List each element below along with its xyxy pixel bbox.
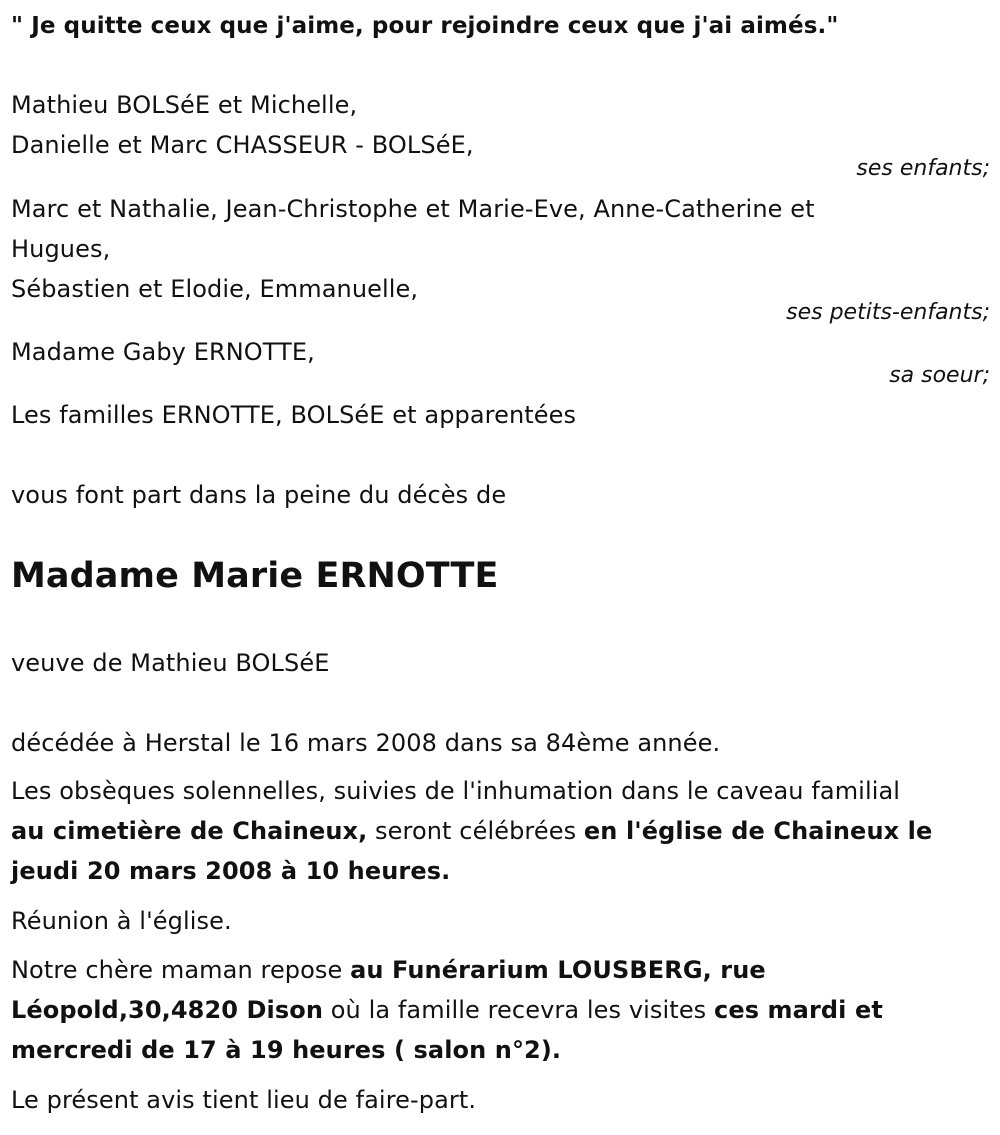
children-line-1: Mathieu BOLSéE et Michelle, (11, 91, 358, 119)
meeting-line: Réunion à l'église. (11, 907, 232, 935)
sister-role: sa soeur; (889, 363, 990, 388)
visitation-line-1 (11, 950, 766, 990)
visitation-line-3 (11, 1030, 561, 1070)
funerarium-address: Léopold,30,4820 Dison (11, 996, 324, 1024)
grandchildren-line-2: Hugues, (11, 235, 111, 263)
funerarium-text: au Funérarium LOUSBERG, rue (350, 956, 766, 984)
funeral-datetime: jeudi 20 mars 2008 à 10 heures. (11, 857, 451, 885)
grandchildren-role: ses petits-enfants; (786, 300, 990, 325)
visitation-connector-text: où la famille recevra les visites (323, 996, 715, 1024)
visitation-line-2 (11, 990, 883, 1030)
deceased-name: Madame Marie ERNOTTE (11, 556, 499, 596)
closing-line: Le présent avis tient lieu de faire-part. (11, 1086, 477, 1114)
widow-of-line: veuve de Mathieu BOLSéE (11, 649, 330, 677)
children-line-2: Danielle et Marc CHASSEUR - BOLSéE, (11, 131, 474, 159)
death-line: décédée à Herstal le 16 mars 2008 dans sa 84ème année. (11, 729, 721, 757)
funeral-line-3 (11, 851, 450, 891)
grandchildren-line-1: Marc et Nathalie, Jean-Christophe et Marie-Eve, Anne-Catherine et (11, 195, 815, 223)
children-role: ses enfants; (856, 156, 990, 181)
funeral-line-1: Les obsèques solennelles, suivies de l'inhumation dans le caveau familial (11, 777, 901, 805)
visitation-hours: mercredi de 17 à 19 heures ( salon n°2). (11, 1036, 562, 1064)
church-text: en l'église de Chaineux le (583, 817, 933, 845)
sister-line: Madame Gaby ERNOTTE, (11, 338, 315, 366)
cemetery-text: au cimetière de Chaineux, (11, 817, 368, 845)
families-line: Les familles ERNOTTE, BOLSéE et apparentées (11, 401, 577, 429)
funeral-connector-text: seront célébrées (367, 817, 584, 845)
announcement-line: vous font part dans la peine du décès de (11, 481, 507, 509)
grandchildren-line-3: Sébastien et Elodie, Emmanuelle, (11, 275, 419, 303)
funeral-line-2 (11, 811, 932, 851)
visitation-intro-text: Notre chère maman repose (11, 956, 351, 984)
visitation-days: ces mardi et (714, 996, 883, 1024)
epigraph-quote: " Je quitte ceux que j'aime, pour rejoindre ceux que j'ai aimés." (11, 13, 839, 39)
